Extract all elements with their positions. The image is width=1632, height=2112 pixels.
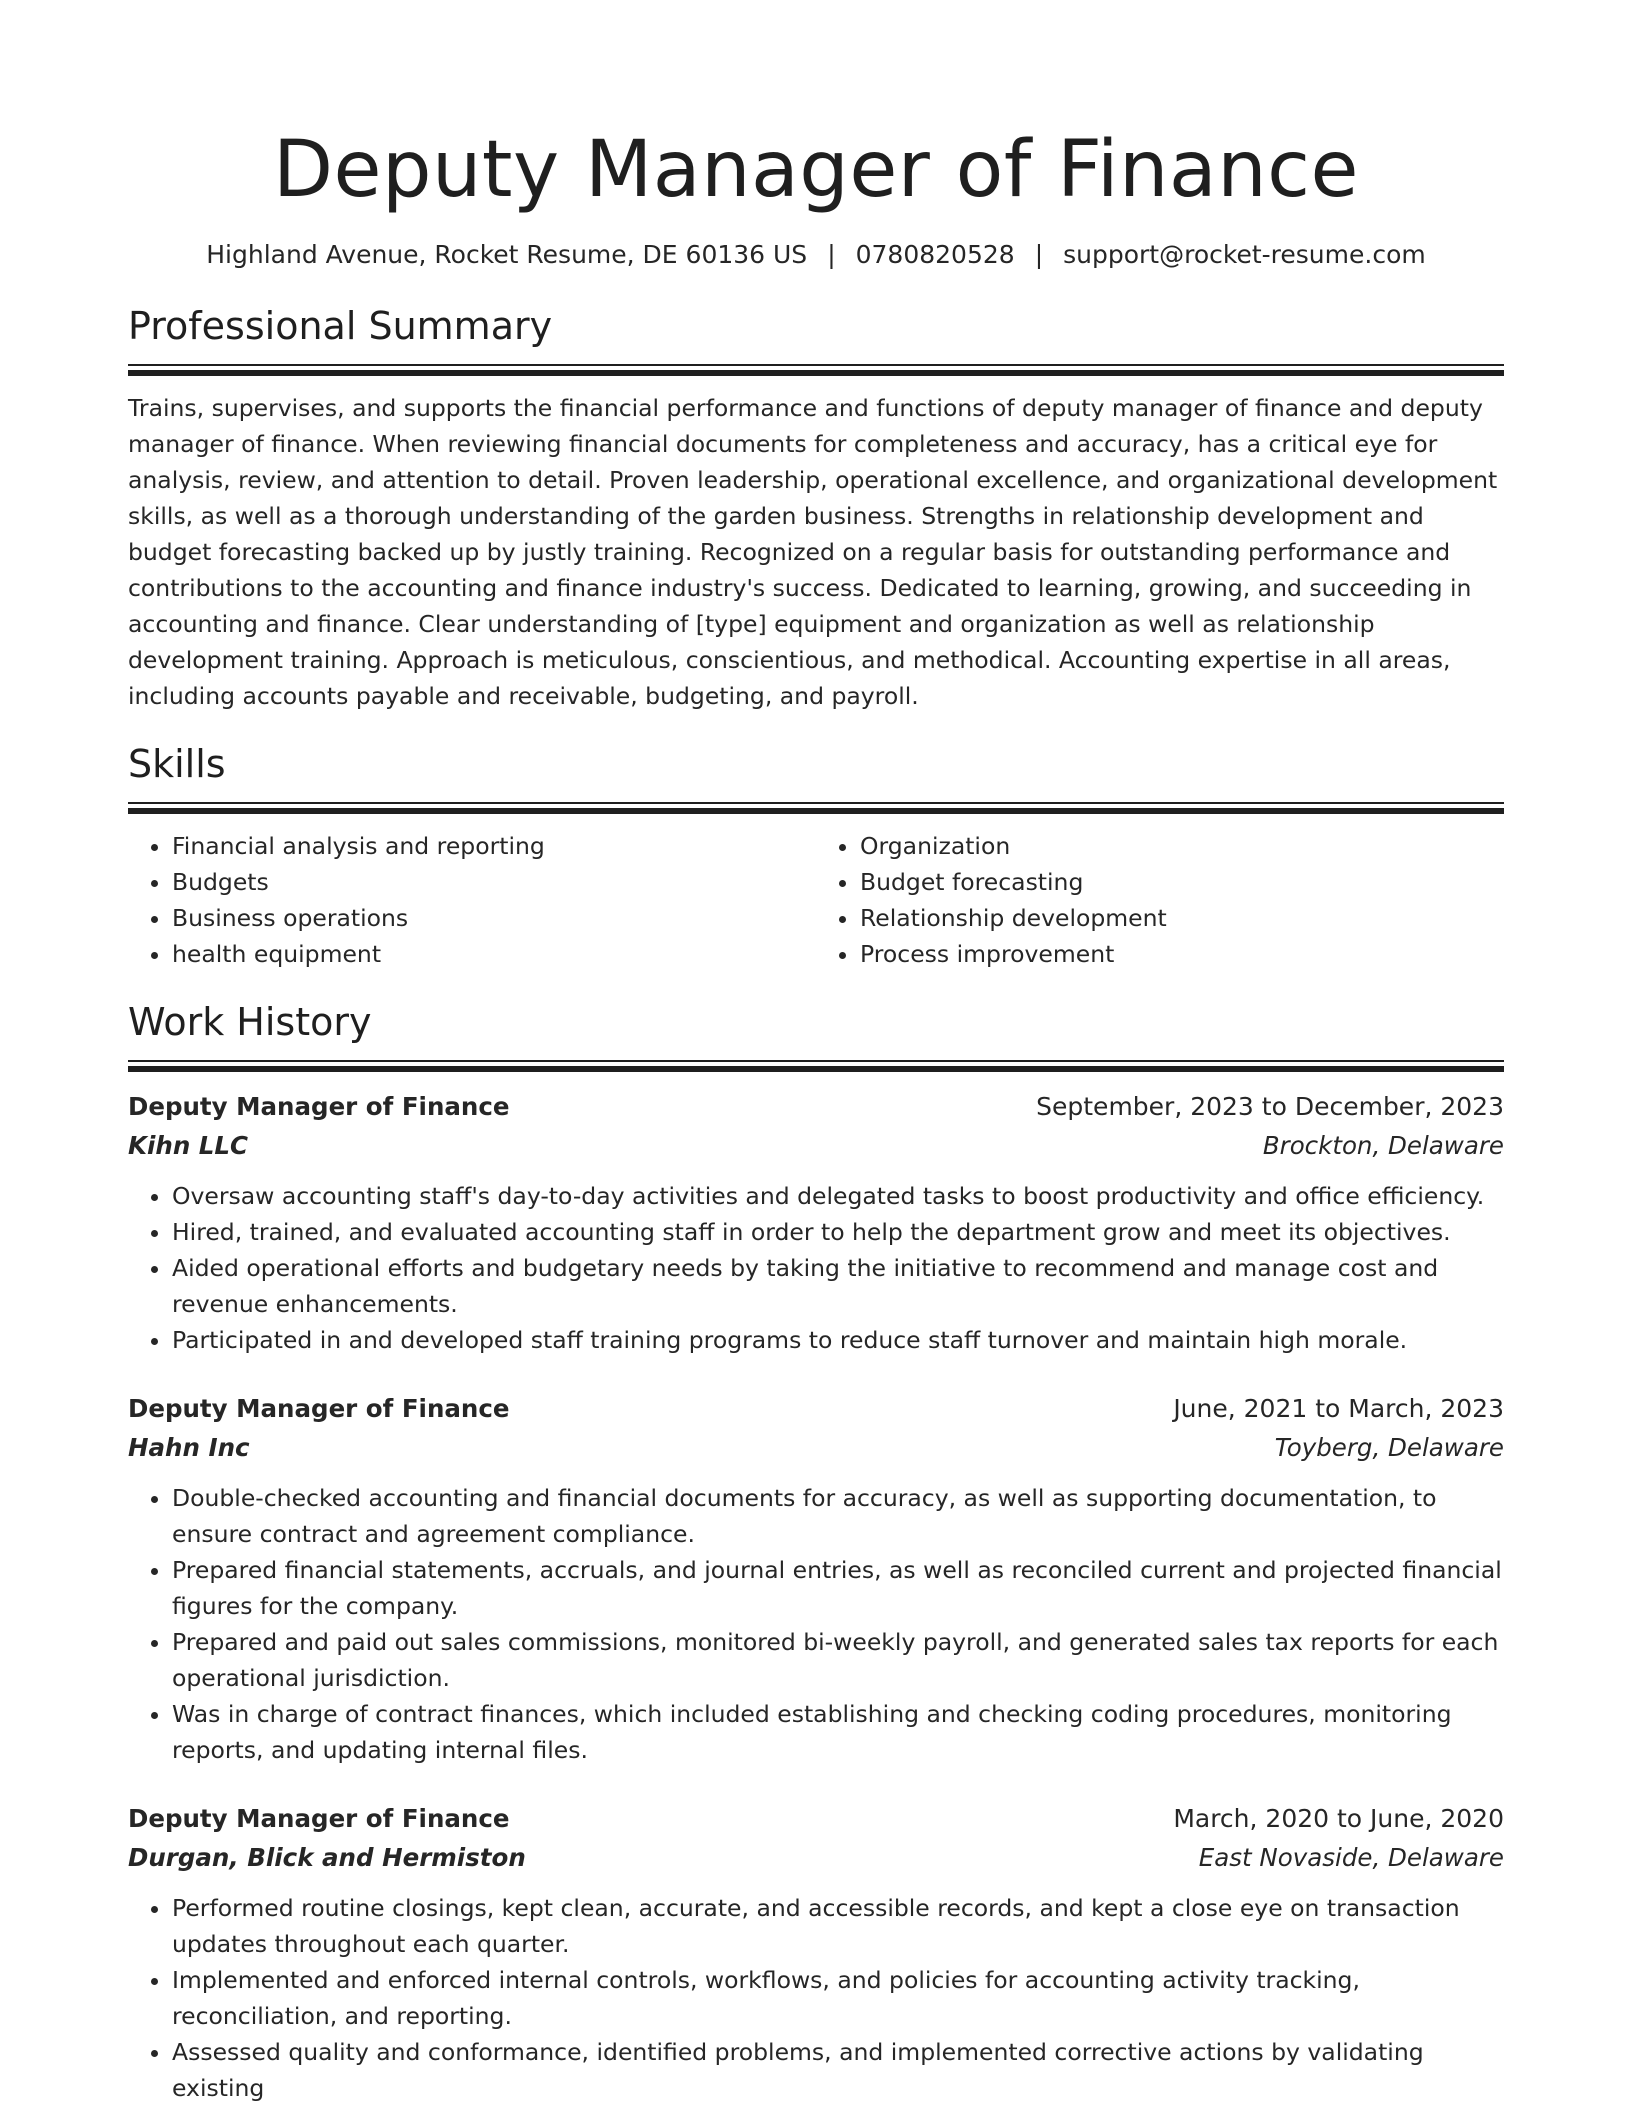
- job-bullet: • Prepared financial statements, accruals, and journal entries, as well as reconciled current and projected financial figures for the company.: [172, 1552, 1504, 1624]
- contact-address: Highland Avenue, Rocket Resume, DE 60136 US: [206, 240, 808, 269]
- summary-text: Trains, supervises, and supports the financial performance and functions of deputy manager of finance and deputy manager of finance. When reviewing financial documents for completeness and accuracy, has a critical eye for analysis, review, and attention to detail. Proven leadership, operational excellence, and organizational development skills, as well as a thorough understanding of the garden business. Strengths in relationship development and budget forecasting backed up by justly training. Recognized on a regular basis for outstanding performance and contributions to the accounting and finance industry's success. Dedicated to learning, growing, and succeeding in accounting and finance. Clear understanding of [type] equipment and organization as well as relationship development training. Approach is meticulous, conscientious, and methodical. Accounting expertise in all areas, including accounts payable and receivable, budgeting, and payroll.: [128, 394, 1498, 710]
- job-title: Deputy Manager of Finance: [128, 1804, 510, 1833]
- job-entry: [128, 1088, 1504, 1358]
- section-divider: [128, 1060, 1504, 1072]
- contact-phone: 0780820528: [855, 240, 1015, 269]
- skills-columns: [128, 828, 1504, 972]
- job-title: Deputy Manager of Finance: [128, 1092, 510, 1121]
- skill-item: • Organization: [860, 828, 1504, 864]
- job-bullets: [128, 1178, 1504, 1358]
- job-company: Hahn Inc: [128, 1433, 250, 1462]
- job-entry: [128, 1390, 1504, 1768]
- job-bullet: • Oversaw accounting staff's day-to-day activities and delegated tasks to boost productivity and office efficiency.: [172, 1178, 1504, 1214]
- skill-item: • health equipment: [172, 936, 816, 972]
- job-company: Kihn LLC: [128, 1131, 248, 1160]
- section-divider: [128, 802, 1504, 814]
- job-bullet: • Prepared and paid out sales commissions, monitored bi-weekly payroll, and generated sales tax reports for each operational jurisdiction.: [172, 1624, 1504, 1696]
- job-bullet: • Aided operational efforts and budgetary needs by taking the initiative to recommend and manage cost and revenue enhancements.: [172, 1250, 1504, 1322]
- section-heading: Skills: [128, 742, 226, 786]
- skill-item: • Process improvement: [860, 936, 1504, 972]
- skills-section: [128, 740, 1504, 972]
- job-company: Durgan, Blick and Hermiston: [128, 1843, 526, 1872]
- job-bullet: • Implemented and enforced internal controls, workflows, and policies for accounting activity tracking, reconciliation, and reporting.: [172, 1962, 1504, 2034]
- job-title: Deputy Manager of Finance: [128, 1394, 510, 1423]
- contact-separator: |: [827, 240, 836, 269]
- job-dates: March, 2020 to June, 2020: [1173, 1804, 1504, 1833]
- section-heading: Work History: [128, 1000, 372, 1044]
- section-heading: Professional Summary: [128, 304, 553, 348]
- summary-section: [128, 302, 1504, 714]
- contact-separator: |: [1034, 240, 1044, 269]
- job-bullet: • Participated in and developed staff training programs to reduce staff turnover and maintain high morale.: [172, 1322, 1504, 1358]
- job-dates: September, 2023 to December, 2023: [1036, 1092, 1504, 1121]
- contact-email: support@rocket-resume.com: [1063, 240, 1426, 269]
- skill-item: • Financial analysis and reporting: [172, 828, 816, 864]
- job-bullet: • Was in charge of contract finances, which included establishing and checking coding procedures, monitoring reports, and updating internal files.: [172, 1696, 1504, 1768]
- job-bullet: • Assessed quality and conformance, identified problems, and implemented corrective actions by validating existing: [172, 2034, 1504, 2106]
- skills-left-list: [128, 828, 816, 972]
- section-divider: [128, 364, 1504, 376]
- job-location: Toyberg, Delaware: [1274, 1433, 1504, 1462]
- work-section: [128, 998, 1504, 2106]
- job-bullet: • Hired, trained, and evaluated accounting staff in order to help the department grow and meet its objectives.: [172, 1214, 1504, 1250]
- job-bullets: [128, 1890, 1504, 2106]
- job-location: East Novaside, Delaware: [1198, 1843, 1504, 1872]
- skill-item: • Business operations: [172, 900, 816, 936]
- job-entry: [128, 1800, 1504, 2106]
- skills-right-list: [816, 828, 1504, 972]
- job-bullets: [128, 1480, 1504, 1768]
- contact-line: [128, 238, 1504, 272]
- skill-item: • Budgets: [172, 864, 816, 900]
- job-location: Brockton, Delaware: [1262, 1131, 1504, 1160]
- skill-item: • Budget forecasting: [860, 864, 1504, 900]
- resume-title: Deputy Manager of Finance: [272, 125, 1360, 215]
- resume-page: [128, 0, 1504, 2106]
- job-dates: June, 2021 to March, 2023: [1173, 1394, 1504, 1423]
- skill-item: • Relationship development: [860, 900, 1504, 936]
- job-bullet: • Double-checked accounting and financial documents for accuracy, as well as supporting documentation, to ensure contract and agreement compliance.: [172, 1480, 1504, 1552]
- job-bullet: • Performed routine closings, kept clean, accurate, and accessible records, and kept a close eye on transaction updates throughout each quarter.: [172, 1890, 1504, 1962]
